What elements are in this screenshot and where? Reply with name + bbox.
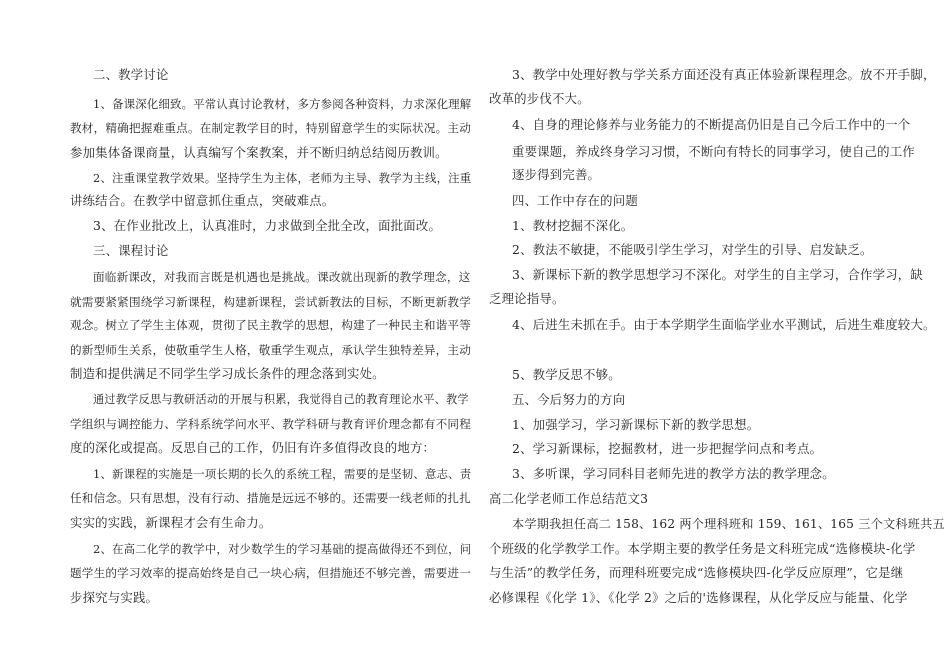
paragraph-line: 逐步得到完善。 (512, 167, 601, 182)
paragraph-line: 乏理论指导。 (489, 291, 565, 306)
paragraph-line: 3、在作业批改上，认真准时，力求做到全批全改，面批面改。 (93, 218, 442, 233)
paragraph-line: 实实的实践，新课程才会有生命力。 (70, 515, 272, 530)
paragraph-line: 任和信念。只有思想，没有行动、措施是远远不够的。还需要一线老师的扎扎 (70, 491, 471, 505)
paragraph-line: 1、教材挖掘不深化。 (512, 218, 634, 233)
paragraph-line: 参加集体备课商量，认真编写个案教案，并不断归纳总结阅历教训。 (70, 145, 448, 160)
paragraph-line: 必修课程《化学 1》、《化学 2》之后的'选修课程，从化学反应与能量、化学 (489, 590, 908, 605)
paragraph-line: 改革的步伐不大。 (489, 91, 590, 106)
paragraph-line: 2、注重课堂教学效果。坚持学生为主体，老师为主导、教学为主线，注重 (93, 171, 472, 185)
paragraph-line: 通过教学反思与教研活动的开展与积累，我觉得自己的教育理论水平、教学 (93, 393, 469, 406)
paragraph-line: 面临新课改，对我而言既是机遇也是挑战。课改就出现新的教学理念，这 (93, 270, 471, 284)
paragraph-line: 3、多听课，学习同科目老师先进的教学方法的教学理念。 (512, 466, 835, 481)
paragraph-line: 1、新课程的实施是一项长期的长久的系统工程，需要的是坚韧、意志、责 (93, 467, 472, 481)
section-heading: 二、教学讨论 (93, 67, 169, 82)
paragraph-line: 2、在高二化学的教学中，对少数学生的学习基础的提高做得还不到位，问 (93, 542, 472, 556)
section-heading: 五、今后努力的方向 (512, 392, 626, 407)
paragraph-line: 就需要紧紧围绕学习新课程，构建新课程，尝试新教法的目标，不断更新教学 (70, 295, 471, 309)
paragraph-line: 4、后进生未抓在手。由于本学期学生面临学业水平测试，后进生难度较大。 (512, 317, 936, 332)
paragraph-line: 题学生的学习效率的提高始终是自己一块心病，但措施还不够完善，需要进一 (70, 566, 471, 580)
paragraph-line: 讲练结合。在教学中留意抓住重点，突破难点。 (70, 193, 335, 208)
paragraph-line: 的新型师生关系，使敬重学生人格，敬重学生观点，承认学生独特差异，主动 (70, 343, 471, 357)
paragraph-line: 3、新课标下新的教学思想学习不深化。对学生的自主学习，合作学习，缺 (512, 267, 923, 282)
paragraph-line: 本学期我担任高二 158、162 两个理科班和 159、161、165 三个文科班共五 (512, 517, 945, 531)
paragraph-line: 1、加强学习，学习新课标下新的教学思想。 (512, 417, 760, 432)
paragraph-line: 步探究与实践。 (70, 590, 159, 605)
section-heading: 四、工作中存在的问题 (512, 193, 638, 208)
paragraph-line: 与生活”的教学任务，而理科班要完成“选修模块四-化学反应原理”，它是继 (489, 565, 904, 580)
paragraph-line: 重要课题，养成终身学习习惯，不断向有特长的同事学习，使自己的工作 (512, 144, 915, 159)
paragraph-line: 制造和提供满足不同学生学习成长条件的理念落到实处。 (70, 366, 385, 381)
paragraph-line: 观念。树立了学生主体观，贯彻了民主教学的思想，构建了一种民主和谐平等 (70, 318, 471, 332)
paragraph-line: 2、教法不敏捷，不能吸引学生学习，对学生的引导、启发缺乏。 (512, 242, 873, 257)
paragraph-line: 3、教学中处理好教与学关系方面还没有真正体验新课程理念。放不开手脚， (512, 67, 936, 82)
paragraph-line: 度的深化或提高。反思自己的工作，仍旧有许多值得改良的地方： (70, 440, 436, 455)
section-heading: 三、课程讨论 (93, 243, 169, 258)
paragraph-line: 2、学习新课标，挖掘教材，进一步把握学问点和考点。 (512, 441, 823, 456)
paragraph-line: 教材，精确把握难重点。在制定教学目的时，特别留意学生的实际状况。主动 (70, 121, 471, 135)
paragraph-line: 5、教学反思不够。 (512, 367, 621, 382)
paragraph-line: 4、自身的理论修养与业务能力的不断提高仍旧是自己今后工作中的一个 (512, 117, 911, 132)
paragraph-line: 个班级的化学教学工作。本学期主要的教学任务是文科班完成“选修模块-化学 (489, 541, 916, 556)
document-title: 高二化学老师工作总结范文3 (489, 491, 649, 506)
paragraph-line: 学组织与调控能力、学科系统学问水平、教学科研与教育评价理念都有不同程 (70, 417, 471, 431)
paragraph-line: 1、备课深化细致。平常认真讨论教材，多方参阅各种资料，力求深化理解 (93, 97, 472, 111)
